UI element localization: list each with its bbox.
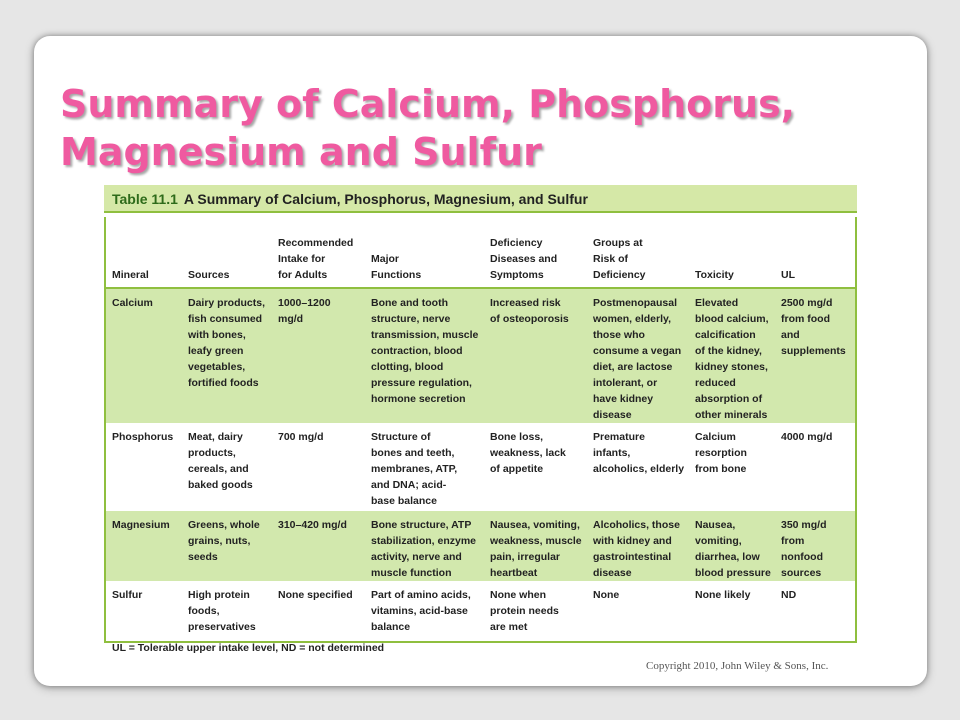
table-cell: ND — [775, 581, 855, 641]
table-cell: Bone and tooth structure, nerve transmission, muscle contraction, blood clotting, blood pressure regulation, hormone secretion — [365, 288, 484, 423]
table-cell: Calcium — [106, 288, 182, 423]
header-recommended-intake: Recommended Intake for for Adults — [272, 217, 365, 288]
table-cell: 700 mg/d — [272, 423, 365, 511]
table-cell: Meat, dairy products, cereals, and baked goods — [182, 423, 272, 511]
table-cell: Structure of bones and teeth, membranes, ATP, and DNA; acid- base balance — [365, 423, 484, 511]
header-deficiency: Deficiency Diseases and Symptoms — [484, 217, 587, 288]
table-row-calcium — [106, 288, 855, 423]
table-cell: 310–420 mg/d — [272, 511, 365, 581]
table-cell: 2500 mg/d from food and supplements — [775, 288, 855, 423]
table-cell: None specified — [272, 581, 365, 641]
copyright-notice: Copyright 2010, John Wiley & Sons, Inc. — [646, 660, 829, 672]
summary-table — [104, 185, 857, 643]
table-cell: Sulfur — [106, 581, 182, 641]
table-cell: 350 mg/d from nonfood sources — [775, 511, 855, 581]
table-cell: Bone structure, ATP stabilization, enzyme activity, nerve and muscle function — [365, 511, 484, 581]
table-cell: Dairy products, fish consumed with bones, leafy green vegetables, fortified foods — [182, 288, 272, 423]
table-cell: 4000 mg/d — [775, 423, 855, 511]
title-line-1: Summary of Calcium, Phosphorus, — [60, 82, 796, 126]
table-cell: None — [587, 581, 689, 641]
header-mineral: Mineral — [106, 217, 182, 288]
header-sources: Sources — [182, 217, 272, 288]
table-cell: Premature infants, alcoholics, elderly — [587, 423, 689, 511]
table-cell: 1000–1200 mg/d — [272, 288, 365, 423]
table-header-row — [106, 217, 855, 288]
table-body-box — [104, 217, 857, 643]
table-cell: Greens, whole grains, nuts, seeds — [182, 511, 272, 581]
table-cell: Phosphorus — [106, 423, 182, 511]
table-number: Table 11.1 — [112, 191, 178, 207]
table-cell: Bone loss, weakness, lack of appetite — [484, 423, 587, 511]
table-cell: Nausea, vomiting, weakness, muscle pain, irregular heartbeat — [484, 511, 587, 581]
table-caption — [104, 185, 857, 213]
header-ul: UL — [775, 217, 855, 288]
table-cell: High protein foods, preservatives — [182, 581, 272, 641]
table-cell: Increased risk of osteoporosis — [484, 288, 587, 423]
table-cell: Magnesium — [106, 511, 182, 581]
header-major-functions: Major Functions — [365, 217, 484, 288]
table-footnote: UL = Tolerable upper intake level, ND = not determined — [112, 642, 385, 654]
table-cell: None when protein needs are met — [484, 581, 587, 641]
table-row-magnesium — [106, 511, 855, 581]
table-row-phosphorus — [106, 423, 855, 511]
table-cell: None likely — [689, 581, 775, 641]
table-cell: Nausea, vomiting, diarrhea, low blood pressure — [689, 511, 775, 581]
header-groups-at-risk: Groups at Risk of Deficiency — [587, 217, 689, 288]
table-cell: Part of amino acids, vitamins, acid-base balance — [365, 581, 484, 641]
table-row-sulfur — [106, 581, 855, 641]
slide-title — [60, 80, 900, 176]
title-line-2: Magnesium and Sulfur — [60, 130, 542, 174]
mineral-table — [106, 217, 855, 641]
table-cell: Calcium resorption from bone — [689, 423, 775, 511]
header-toxicity: Toxicity — [689, 217, 775, 288]
table-cell: Elevated blood calcium, calcification of the kidney, kidney stones, reduced absorption of other minerals — [689, 288, 775, 423]
table-cell: Alcoholics, those with kidney and gastrointestinal disease — [587, 511, 689, 581]
table-caption-text: A Summary of Calcium, Phosphorus, Magnesium, and Sulfur — [183, 191, 588, 207]
table-cell: Postmenopausal women, elderly, those who consume a vegan diet, are lactose intolerant, or have kidney disease — [587, 288, 689, 423]
